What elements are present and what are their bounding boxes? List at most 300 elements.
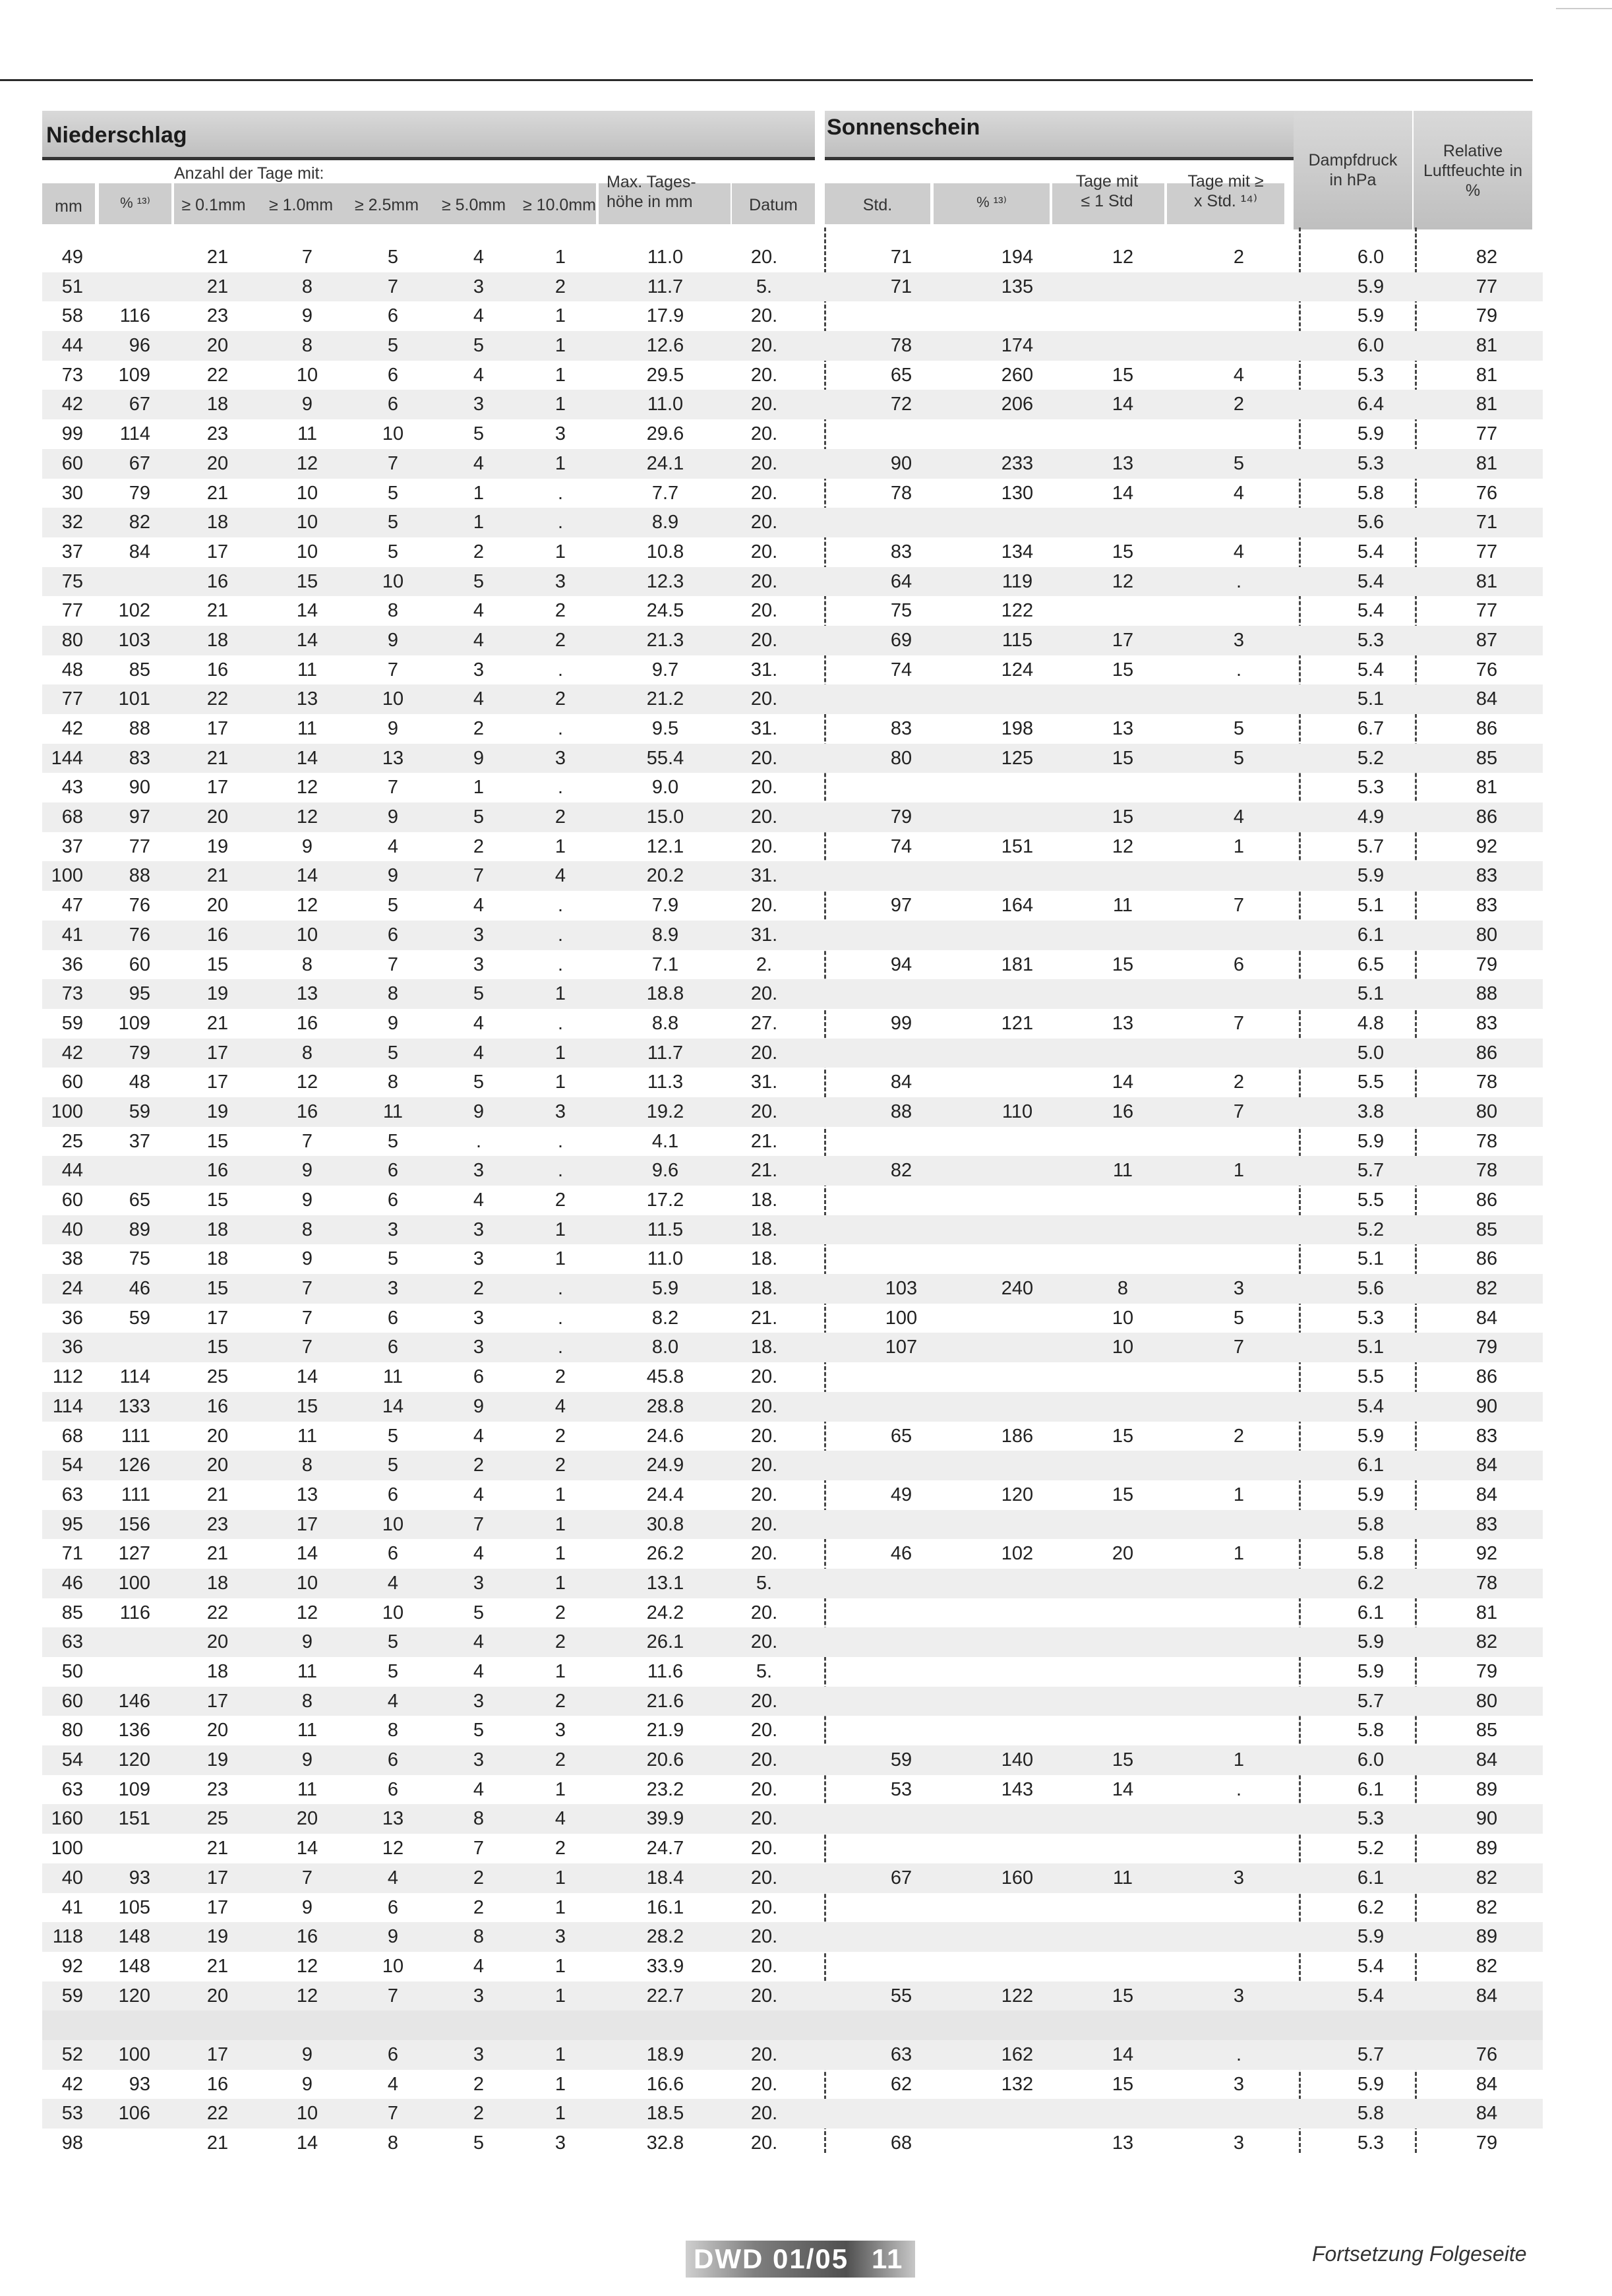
cell-dampf: 5.2: [1357, 1219, 1385, 1240]
cell-ge01: 16: [206, 1395, 229, 1417]
cell-pct: 76: [129, 924, 150, 946]
cell-max: 9.0: [651, 777, 679, 799]
cell-rel: 86: [1476, 806, 1498, 828]
cell-rel: 78: [1476, 1160, 1498, 1182]
cell-rel: 83: [1476, 1513, 1498, 1535]
cell-dampf: 5.1: [1357, 895, 1385, 917]
cell-std: 97: [890, 895, 912, 917]
cell-rel: 92: [1476, 835, 1498, 857]
cell-max: 39.9: [646, 1808, 684, 1830]
cell-datum: 20.: [750, 394, 778, 415]
cell-ge01: 17: [206, 2043, 229, 2065]
cell-ge25: 6: [387, 2043, 399, 2065]
cell-datum: 20.: [750, 747, 778, 769]
table-row: [42, 1539, 1543, 1569]
cell-datum: 20.: [750, 2043, 778, 2065]
cell-mm: 42: [61, 718, 83, 739]
cell-ge25: 5: [387, 1631, 399, 1653]
cell-tagex: 7: [1233, 1012, 1245, 1034]
cell-ge100: 1: [554, 247, 566, 268]
cell-dampf: 5.8: [1357, 1543, 1385, 1565]
cell-mm: 85: [61, 1602, 83, 1623]
cell-pct: 148: [118, 1955, 150, 1977]
cell-dampf: 5.8: [1357, 482, 1385, 504]
table-row: [42, 1362, 1543, 1392]
cell-ge25: 6: [387, 394, 399, 415]
cell-tagex: 3: [1233, 2073, 1245, 2095]
cell-ge100: 1: [554, 452, 566, 474]
cell-ge10: 11: [297, 718, 318, 739]
cell-rel: 85: [1476, 747, 1498, 769]
cell-ge25: 6: [387, 1307, 399, 1329]
cell-spct: 143: [1001, 1778, 1034, 1800]
cell-ge01: 18: [206, 1219, 229, 1240]
cell-max: 24.2: [646, 1602, 684, 1623]
cell-max: 11.5: [647, 1219, 684, 1240]
cell-std: 63: [890, 2043, 912, 2065]
cell-ge10: 7: [301, 1337, 313, 1358]
cell-ge25: 9: [387, 1012, 399, 1034]
cell-ge50: 5: [473, 423, 485, 445]
cell-ge100: .: [557, 1130, 564, 1152]
cell-spct: 198: [1001, 718, 1034, 739]
cell-ge25: 6: [387, 364, 399, 386]
cell-mm: 80: [61, 1720, 83, 1741]
cell-ge01: 23: [206, 423, 229, 445]
cell-ge100: .: [557, 659, 564, 680]
cell-ge10: 11: [297, 1778, 318, 1800]
cell-pct: 79: [129, 1042, 150, 1064]
cell-datum: 18.: [750, 1248, 778, 1270]
table-row: [42, 1981, 1543, 2011]
cell-ge50: 9: [473, 1101, 485, 1122]
cell-ge01: 20: [206, 452, 229, 474]
cell-dampf: 5.7: [1357, 2043, 1385, 2065]
cell-ge100: 3: [554, 2132, 566, 2154]
cell-datum: 20.: [750, 1395, 778, 1417]
cell-ge25: 3: [387, 1219, 399, 1240]
cell-ge01: 20: [206, 806, 229, 828]
cell-ge10: 11: [297, 1661, 318, 1682]
cell-ge10: 8: [301, 953, 313, 975]
cell-std: 74: [890, 835, 912, 857]
cell-rel: 92: [1476, 1543, 1498, 1565]
cell-rel: 85: [1476, 1720, 1498, 1741]
cell-ge10: 8: [301, 1219, 313, 1240]
cell-ge100: 1: [554, 1778, 566, 1800]
cell-ge25: 7: [387, 659, 399, 680]
cell-max: 9.6: [651, 1160, 679, 1182]
table-row: [42, 2099, 1543, 2129]
cell-tage1: 11: [1112, 1867, 1133, 1888]
cell-ge100: 2: [554, 600, 566, 622]
cell-pct: 67: [129, 452, 150, 474]
cell-max: 26.1: [646, 1631, 684, 1653]
cell-mm: 59: [61, 1012, 83, 1034]
cell-dampf: 5.3: [1357, 2132, 1385, 2154]
cell-ge50: 8: [473, 1808, 485, 1830]
cell-dampf: 5.9: [1357, 276, 1385, 297]
cell-ge50: 3: [473, 276, 485, 297]
cell-tagex: 5: [1233, 718, 1245, 739]
cell-ge50: 3: [473, 953, 485, 975]
cell-tage1: 12: [1112, 247, 1134, 268]
cell-ge10: 9: [301, 1190, 313, 1211]
cell-ge25: 9: [387, 718, 399, 739]
cell-ge25: 7: [387, 1985, 399, 2007]
cell-ge01: 20: [206, 895, 229, 917]
cell-dampf: 5.9: [1357, 1926, 1385, 1948]
table-row: [42, 2129, 1543, 2158]
cell-ge25: 5: [387, 512, 399, 533]
cell-mm: 48: [61, 659, 83, 680]
cell-datum: 20.: [750, 1985, 778, 2007]
cell-ge100: .: [557, 895, 564, 917]
cell-rel: 79: [1476, 953, 1498, 975]
cell-tage1: 11: [1112, 1160, 1133, 1182]
cell-rel: 77: [1476, 541, 1498, 562]
sonnenschein-rule: [825, 157, 1334, 160]
cell-tage1: 15: [1112, 1985, 1134, 2007]
cell-datum: 31.: [750, 1072, 778, 1093]
cell-datum: 20.: [750, 364, 778, 386]
cell-ge10: 7: [301, 1278, 313, 1300]
cell-dampf: 5.3: [1357, 777, 1385, 799]
cell-ge01: 22: [206, 688, 229, 710]
cell-ge25: 5: [387, 335, 399, 357]
cell-tage1: 15: [1112, 2073, 1134, 2095]
cell-ge100: 1: [554, 983, 566, 1005]
cell-std: 59: [890, 1749, 912, 1771]
cell-rel: 77: [1476, 276, 1498, 297]
cell-spct: 115: [1001, 629, 1033, 651]
cell-tage1: 20: [1112, 1543, 1134, 1565]
cell-datum: 20.: [750, 1808, 778, 1830]
cell-ge01: 17: [206, 1072, 229, 1093]
cell-dampf: 6.1: [1357, 1778, 1385, 1800]
cell-datum: 31.: [750, 718, 778, 739]
cell-tagex: 7: [1233, 895, 1245, 917]
cell-dampf: 5.4: [1357, 1955, 1385, 1977]
cell-datum: 20.: [750, 629, 778, 651]
cell-mm: 32: [61, 512, 83, 533]
cell-tagex: 4: [1233, 364, 1245, 386]
cell-datum: 27.: [750, 1012, 778, 1034]
cell-ge01: 21: [206, 1484, 229, 1505]
cell-mm: 98: [61, 2132, 83, 2154]
cell-ge01: 15: [206, 1278, 229, 1300]
cell-ge25: 14: [382, 1395, 404, 1417]
cell-max: 19.2: [646, 1101, 684, 1122]
cell-ge01: 18: [206, 1661, 229, 1682]
cell-ge100: 1: [554, 394, 566, 415]
cell-ge50: 4: [473, 1778, 485, 1800]
cell-rel: 84: [1476, 2073, 1498, 2095]
table-row: [42, 1244, 1543, 1274]
cell-ge100: 1: [554, 364, 566, 386]
cell-dampf: 5.2: [1357, 1838, 1385, 1859]
cell-ge25: 5: [387, 482, 399, 504]
cell-rel: 84: [1476, 688, 1498, 710]
cell-max: 5.9: [651, 1278, 679, 1300]
cell-ge25: 10: [382, 1602, 404, 1623]
cell-ge10: 9: [301, 2043, 313, 2065]
cell-ge50: 3: [473, 1749, 485, 1771]
cell-pct: 84: [129, 541, 150, 562]
cell-datum: 20.: [750, 1690, 778, 1712]
cell-dampf: 5.8: [1357, 2103, 1385, 2125]
cell-rel: 77: [1476, 600, 1498, 622]
cell-mm: 77: [61, 600, 83, 622]
cell-ge10: 10: [296, 482, 318, 504]
cell-ge01: 23: [206, 305, 229, 327]
cell-tagex: 1: [1233, 1749, 1245, 1771]
cell-ge50: 4: [473, 1661, 485, 1682]
cell-pct: 109: [118, 1778, 150, 1800]
cell-ge100: 2: [554, 688, 566, 710]
cell-pct: 111: [121, 1484, 150, 1505]
cell-rel: 87: [1476, 629, 1498, 651]
cell-pct: 101: [118, 688, 150, 710]
cell-std: 65: [890, 364, 912, 386]
cell-ge10: 10: [296, 512, 318, 533]
cell-ge10: 7: [301, 1130, 313, 1152]
cell-dampf: 5.4: [1357, 570, 1385, 592]
cell-rel: 83: [1476, 865, 1498, 887]
cell-mm: 60: [61, 1072, 83, 1093]
cell-ge100: 1: [554, 1042, 566, 1064]
table-row: [42, 2040, 1543, 2070]
cell-ge100: 1: [554, 1072, 566, 1093]
cell-ge01: 22: [206, 364, 229, 386]
cell-spct: 102: [1001, 1543, 1034, 1565]
cell-datum: 31.: [750, 659, 778, 680]
cell-rel: 86: [1476, 1190, 1498, 1211]
cell-std: 65: [890, 1425, 912, 1447]
cell-ge25: 8: [387, 600, 399, 622]
col-25mm: ≥ 2.5mm: [354, 196, 419, 214]
cell-ge50: 4: [473, 1190, 485, 1211]
table-row: [42, 1598, 1543, 1628]
col-datum: Datum: [749, 196, 798, 214]
cell-pct: 103: [118, 629, 150, 651]
cell-tage1: 15: [1112, 1425, 1134, 1447]
cell-dampf: 5.9: [1357, 2073, 1385, 2095]
cell-ge25: 4: [387, 1867, 399, 1888]
cell-ge01: 19: [206, 1926, 229, 1948]
cell-ge25: 9: [387, 1926, 399, 1948]
cell-ge01: 16: [206, 924, 229, 946]
cell-pct: 89: [129, 1219, 150, 1240]
cell-rel: 79: [1476, 1337, 1498, 1358]
cell-ge10: 12: [296, 777, 318, 799]
table-row: [42, 1687, 1543, 1716]
cell-spct: 233: [1001, 452, 1034, 474]
cell-ge100: 3: [554, 747, 566, 769]
cell-datum: 20.: [750, 541, 778, 562]
cell-mm: 118: [52, 1926, 83, 1948]
cell-spct: 162: [1001, 2043, 1034, 2065]
cell-mm: 44: [61, 1160, 83, 1182]
cell-tage1: 13: [1112, 452, 1134, 474]
cell-ge10: 14: [296, 1838, 318, 1859]
cell-max: 13.1: [646, 1572, 684, 1594]
cell-tagex: 1: [1233, 1543, 1245, 1565]
cell-dampf: 5.4: [1357, 541, 1385, 562]
cell-dampf: 5.1: [1357, 688, 1385, 710]
table-row: [42, 567, 1543, 597]
cell-ge50: 3: [473, 2043, 485, 2065]
cell-rel: 86: [1476, 718, 1498, 739]
cell-max: 15.0: [646, 806, 684, 828]
cell-pct: 59: [129, 1307, 150, 1329]
cell-mm: 43: [61, 777, 83, 799]
cell-ge100: 2: [554, 1190, 566, 1211]
table-row: [42, 390, 1543, 419]
table-row: [42, 479, 1543, 508]
cell-tagex: 4: [1233, 482, 1245, 504]
cell-ge100: 2: [554, 1425, 566, 1447]
cell-ge50: 3: [473, 659, 485, 680]
cell-spct: 181: [1001, 953, 1034, 975]
cell-max: 33.9: [646, 1955, 684, 1977]
cell-mm: 63: [61, 1631, 83, 1653]
cell-mm: 25: [61, 1130, 83, 1152]
table-row: [42, 1804, 1543, 1834]
cell-max: 18.9: [646, 2043, 684, 2065]
cell-datum: 31.: [750, 924, 778, 946]
cell-dampf: 5.7: [1357, 835, 1385, 857]
cell-ge50: 2: [473, 1278, 485, 1300]
table-row: [42, 1333, 1543, 1362]
cell-max: 12.1: [646, 835, 684, 857]
cell-ge50: 2: [473, 718, 485, 739]
cell-tage1: 8: [1117, 1278, 1129, 1300]
cell-tagex: .: [1236, 2043, 1242, 2065]
cell-ge100: 2: [554, 1838, 566, 1859]
cell-ge50: 4: [473, 688, 485, 710]
cell-ge100: 1: [554, 835, 566, 857]
cell-ge25: 10: [382, 688, 404, 710]
cell-spct: 119: [1001, 570, 1033, 592]
cell-ge50: 2: [473, 1455, 485, 1476]
cell-ge10: 14: [296, 1366, 318, 1388]
cell-mm: 44: [61, 335, 83, 357]
cell-ge100: 1: [554, 2103, 566, 2125]
cell-ge10: 20: [296, 1808, 318, 1830]
cell-dampf: 5.6: [1357, 512, 1385, 533]
cell-ge50: 5: [473, 570, 485, 592]
cell-dampf: 5.9: [1357, 1484, 1385, 1505]
cell-mm: 63: [61, 1484, 83, 1505]
table-header: [42, 111, 1532, 229]
cell-ge100: 2: [554, 1631, 566, 1653]
cell-max: 29.6: [646, 423, 684, 445]
table-row: [42, 272, 1543, 302]
cell-max: 24.1: [646, 452, 684, 474]
cell-ge01: 20: [206, 1455, 229, 1476]
cell-rel: 79: [1476, 2132, 1498, 2154]
cell-pct: 106: [118, 2103, 150, 2125]
cell-ge50: 4: [473, 1042, 485, 1064]
cell-pct: 97: [129, 806, 150, 828]
cell-max: 21.9: [646, 1720, 684, 1741]
cell-mm: 42: [61, 1042, 83, 1064]
cell-ge50: 7: [473, 865, 485, 887]
table-row: [42, 1156, 1543, 1186]
cell-pct: 88: [129, 718, 150, 739]
cell-tagex: 5: [1233, 1307, 1245, 1329]
cell-ge10: 8: [301, 276, 313, 297]
cell-max: 22.7: [646, 1985, 684, 2007]
table-row: [42, 979, 1543, 1009]
cell-pct: 93: [129, 2073, 150, 2095]
cell-ge100: 2: [554, 1455, 566, 1476]
cell-rel: 80: [1476, 1690, 1498, 1712]
cell-ge10: 8: [301, 335, 313, 357]
cell-rel: 89: [1476, 1778, 1498, 1800]
col-100mm: ≥ 10.0mm: [523, 196, 596, 214]
cell-spct: 122: [1001, 600, 1034, 622]
cell-pct: 109: [118, 1012, 150, 1034]
cell-rel: 89: [1476, 1838, 1498, 1859]
cell-max: 24.4: [646, 1484, 684, 1505]
cell-datum: 20.: [750, 1042, 778, 1064]
cell-rel: 76: [1476, 659, 1498, 680]
cell-pct: 79: [129, 482, 150, 504]
cell-mm: 47: [61, 895, 83, 917]
cell-datum: 20.: [750, 570, 778, 592]
cell-max: 21.2: [646, 688, 684, 710]
cell-max: 24.7: [646, 1838, 684, 1859]
cell-max: 18.5: [646, 2103, 684, 2125]
cell-ge10: 11: [297, 659, 318, 680]
cell-datum: 20.: [750, 452, 778, 474]
cell-mm: 49: [61, 247, 83, 268]
cell-ge01: 16: [206, 1160, 229, 1182]
cell-datum: 31.: [750, 865, 778, 887]
table-row: [42, 684, 1543, 714]
cell-ge25: 8: [387, 2132, 399, 2154]
cell-mm: 37: [61, 541, 83, 562]
cell-ge100: 1: [554, 335, 566, 357]
col-dampfdruck: Dampfdruck in hPa: [1308, 151, 1398, 189]
cell-ge10: 7: [301, 1307, 313, 1329]
cell-datum: 20.: [750, 806, 778, 828]
cell-ge01: 17: [206, 541, 229, 562]
cell-pct: 85: [129, 659, 150, 680]
cell-tage1: 15: [1112, 1484, 1134, 1505]
table-row: [42, 1627, 1543, 1657]
col-tage1: Tage mit ≤ 1 Std: [1075, 172, 1139, 210]
cell-std: 100: [885, 1307, 918, 1329]
table-row: [42, 331, 1543, 361]
cell-ge25: 5: [387, 895, 399, 917]
cell-ge25: 6: [387, 1484, 399, 1505]
cell-ge10: 14: [296, 629, 318, 651]
cell-mm: 68: [61, 1425, 83, 1447]
cell-ge25: 5: [387, 1661, 399, 1682]
cell-ge01: 16: [206, 659, 229, 680]
cell-ge25: 5: [387, 1425, 399, 1447]
cell-std: 88: [890, 1101, 912, 1122]
col-tagex: Tage mit ≥ x Std. ¹⁴⁾: [1187, 172, 1264, 210]
cell-datum: 20.: [750, 835, 778, 857]
cell-datum: 20.: [750, 2103, 778, 2125]
cell-ge100: 1: [554, 1543, 566, 1565]
cell-rel: 84: [1476, 1749, 1498, 1771]
cell-dampf: 5.3: [1357, 629, 1385, 651]
